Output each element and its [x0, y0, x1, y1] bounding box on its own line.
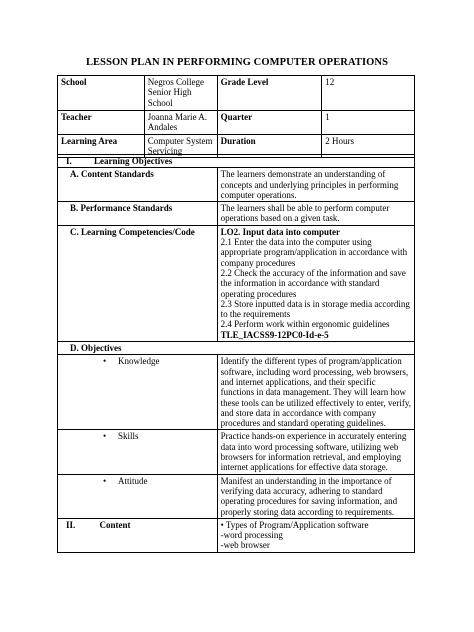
- bullet-icon: •: [103, 475, 107, 486]
- table-row: [58, 202, 415, 226]
- content-cell: [217, 518, 414, 552]
- attitude-label: Attitude: [118, 475, 148, 486]
- section-learning-objectives: [58, 155, 415, 168]
- school-label: School: [58, 76, 145, 111]
- attitude-cell: [58, 474, 218, 518]
- competency-item: 2.4 Perform work within ergonomic guidelines: [220, 319, 390, 330]
- knowledge-text: Identify the different types of program/application software, including word processing, web browsers, and internet applications, and their specific functions in data management. They will learn how these tools can be utilized effectively to enter, verify, and store data in accordance with company procedures and standard operating guidelines.: [217, 355, 414, 430]
- competency-item: 2.3 Store inputted data is in storage media according to the requirements: [220, 298, 410, 320]
- info-table: [57, 75, 415, 158]
- bullet-icon: •: [103, 356, 107, 367]
- competency-code: TLE_IACSS9-12PC0-Id-e-5: [220, 329, 329, 340]
- content-standards-label: A. Content Standards: [58, 168, 218, 202]
- table-row: [58, 225, 415, 341]
- competencies-label: C. Learning Competencies/Code: [58, 225, 218, 341]
- section-content: [58, 518, 218, 552]
- skills-label: Skills: [118, 431, 139, 442]
- section-number: II.: [66, 519, 76, 530]
- objectives-label: D. Objectives: [58, 342, 415, 355]
- competencies-cell: [217, 225, 414, 341]
- table-row: [58, 111, 415, 135]
- learning-area-label: Learning Area: [58, 134, 145, 158]
- document-title: LESSON PLAN IN PERFORMING COMPUTER OPERATIONS: [85, 57, 389, 68]
- table-row: [58, 355, 415, 430]
- content-item: • Types of Program/Application software: [220, 519, 369, 530]
- teacher-value: Joanna Marie A. Andales: [144, 111, 217, 135]
- school-value: Negros College Senior High School: [144, 76, 217, 111]
- competency-item: 2.2 Check the accuracy of the information and save the information in accordance with standard operating procedures: [220, 267, 406, 299]
- competency-item: 2.1 Enter the data into the computer using appropriate program/application in accordance with company procedures: [220, 237, 408, 268]
- content-item: -word processing: [220, 530, 283, 541]
- teacher-label: Teacher: [58, 111, 145, 135]
- table-row: [58, 518, 415, 552]
- bullet-icon: •: [103, 431, 107, 442]
- table-row: [58, 155, 415, 168]
- table-row: [58, 474, 415, 518]
- table-row: [58, 342, 415, 355]
- skills-text: Practice hands-on experience in accurately entering data into word processing software, utilizing web browsers for information retrieval, and employing internet applications for effective data storage.: [217, 430, 414, 474]
- attitude-text: Manifest an understanding in the importance of verifying data accuracy, adhering to standard operating procedures for saving information, and properly storing data according to requirements.: [217, 474, 414, 518]
- skills-cell: [58, 430, 218, 474]
- duration-label: Duration: [217, 134, 322, 158]
- performance-standards-label: B. Performance Standards: [58, 202, 218, 226]
- knowledge-cell: [58, 355, 218, 430]
- section-title: Learning Objectives: [94, 156, 173, 166]
- section-title: Content: [99, 519, 131, 530]
- knowledge-label: Knowledge: [118, 356, 160, 367]
- objectives-table: [57, 154, 415, 553]
- table-row: [58, 168, 415, 202]
- table-row: [58, 430, 415, 474]
- table-row: [58, 76, 415, 111]
- learning-area-value: Computer System Servicing: [144, 134, 217, 158]
- quarter-value: 1: [322, 111, 415, 135]
- lo-heading: LO2. Input data into computer: [220, 226, 340, 237]
- performance-standards-text: The learners shall be able to perform computer operations based on a given task.: [217, 202, 414, 226]
- quarter-label: Quarter: [217, 111, 322, 135]
- duration-value: 2 Hours: [322, 134, 415, 158]
- grade-level-label: Grade Level: [217, 76, 322, 111]
- grade-level-value: 12: [322, 76, 415, 111]
- section-number: I.: [66, 156, 72, 166]
- content-standards-text: The learners demonstrate an understanding of concepts and underlying principles in performing computer operations.: [217, 168, 414, 202]
- content-item: -web browser: [220, 540, 270, 551]
